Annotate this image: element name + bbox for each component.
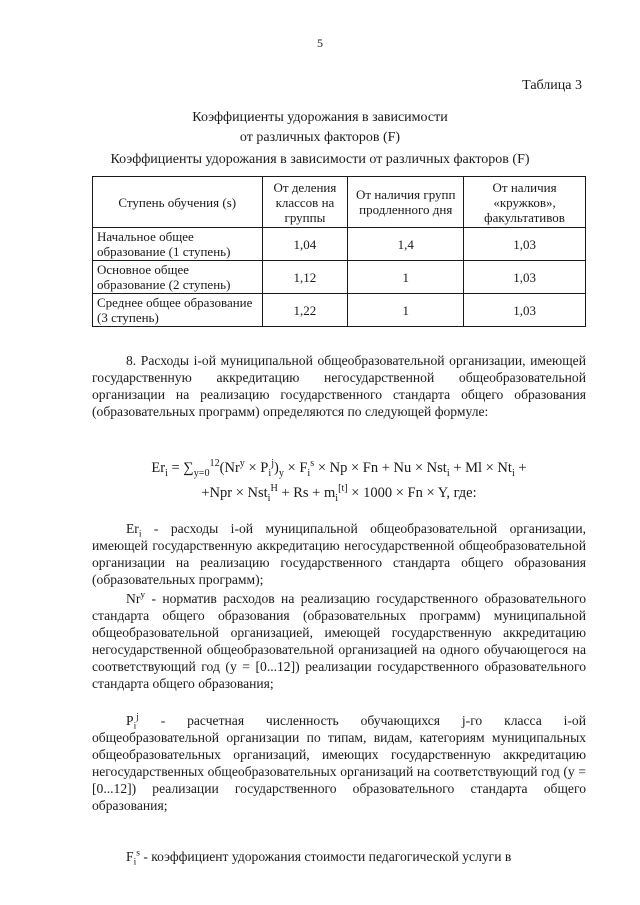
table-cell: 1 [348,261,464,294]
table-cell: 1,04 [262,228,348,261]
table-cell: Среднее общее образование (3 ступень) [93,294,263,327]
definition-er: $Er_i$ - расходы i-ой муниципальной общеобразовательной организации, имеющей государственную аккредитацию негосударственной общеобразовательной организации на реализацию государственного стандарта общего образования (образовательных программ); [92,521,586,587]
definition-nr: Nr$^y$ - норматив расходов на реализацию государственного образовательного стандарта общего образования (образовательных программ) муниципальной общеобразовательной организацией, имеющей государственную аккредитацию негосударственной общеобразовательной организацией на одного обучающегося на соответствующий год (y = [0...12]) реализации государственного образовательного стандарта общего образования; [92,590,586,691]
table-subcaption: Коэффициенты удорожания в зависимости от различных факторов (F) [110,152,530,167]
table-cell: 1,03 [464,294,586,327]
table-row [93,294,586,327]
table-cell: 1,4 [348,228,464,261]
formula-line-2: $+Npr \times Nst_i^H + Rs + m_i[t] \times 1000 \times Fn \times Y$, где: [201,483,477,504]
header-stage: Ступень обучения (s) [93,177,263,228]
definition-f: $F_i^s$ - коэффициент удорожания стоимости педагогической услуги в [126,848,512,868]
definition-p: $P_i^j$ - расчетная численность обучающихся j-го класса i-ой общеобразовательной организации по типам, видам, категориям муниципальных общеобразовательных организаций, имеющих государственную аккредитацию негосударственных общеобразовательных организаций на соответствующий год (y = [0...12]) реализации государственного образовательного стандарта общего образования; [92,712,586,813]
table-cell: 1 [348,294,464,327]
table-caption [0,108,640,148]
caption-line-2: от различных факторов (F) [239,130,401,145]
caption-line-1: Коэффициенты удорожания в зависимости [192,110,448,125]
header-clubs: От наличия «кружков», факультативов [464,177,586,228]
table-label: Таблица 3 [522,78,582,93]
table-row [93,261,586,294]
paragraph-8: 8. Расходы i-ой муниципальной общеобразовательной организации, имеющей государственную аккредитацию негосударственной общеобразовательной организации на реализацию государственного стандарта общего образования (образовательных программ) определяются по следующей формуле: [92,353,586,419]
header-groups: От деления классов на группы [262,177,348,228]
table-cell: Начальное общее образование (1 ступень) [93,228,263,261]
page-number: 5 [317,36,323,50]
table-cell: 1,03 [464,228,586,261]
table-cell: 1,12 [262,261,348,294]
table-cell: 1,22 [262,294,348,327]
header-extended-day: От наличия групп продленного дня [348,177,464,228]
formula-line-1: $Er_i = \sum_{y=0}^{12}(Nr^y \times P_i^j)_y \times F_i^s \times Np \times Fn + Nu \times Nst_i + Ml \times Nt_i$ + [151,458,527,479]
table-cell: Основное общее образование (2 ступень) [93,261,263,294]
table-cell: 1,03 [464,261,586,294]
table-row [93,228,586,261]
table-header-row [93,177,586,228]
coefficients-table [92,176,586,327]
